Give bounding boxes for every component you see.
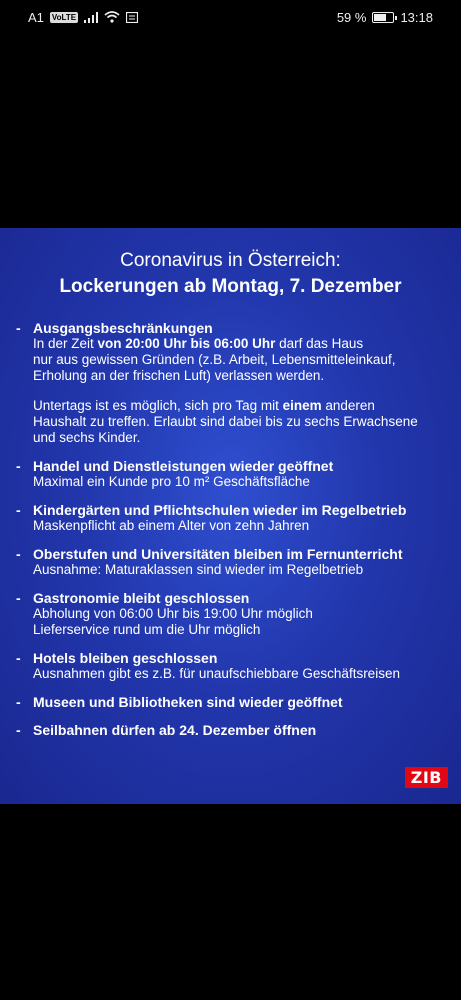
bullet-dash: -: [16, 458, 21, 474]
bullet-dash: -: [16, 650, 21, 666]
headline-top: Coronavirus in Österreich:: [120, 250, 341, 271]
news-panel: [0, 228, 461, 804]
battery-fill: [374, 14, 386, 21]
item-title: Oberstufen und Universitäten bleiben im Fernunterricht: [33, 546, 403, 562]
item-text: Ausnahmen gibt es z.B. für unaufschiebbare Geschäftsreisen: [33, 666, 400, 681]
headline-main: Lockerungen ab Montag, 7. Dezember: [59, 276, 402, 297]
item-text: In der Zeit von 20:00 Uhr bis 06:00 Uhr darf das Haus: [33, 336, 364, 351]
item-title: Seilbahnen dürfen ab 24. Dezember öffnen: [33, 722, 317, 738]
bullet-dash: -: [16, 320, 21, 336]
item-text: nur aus gewissen Gründen (z.B. Arbeit, Lebensmitteleinkauf,: [33, 352, 396, 367]
item-text: Abholung von 06:00 Uhr bis 19:00 Uhr möglich: [33, 606, 313, 621]
bullet-dash: -: [16, 722, 21, 738]
item-title: Kindergärten und Pflichtschulen wieder im Regelbetrieb: [33, 502, 407, 518]
clock: 13:18: [400, 9, 433, 25]
list-item: [16, 458, 449, 490]
list-item: [16, 722, 449, 738]
item-text: Erholung an der frischen Luft) verlassen werden.: [33, 368, 325, 383]
list-item: [16, 590, 449, 638]
bullet-dash: -: [16, 694, 21, 710]
item-text: Lieferservice rund um die Uhr möglich: [33, 622, 261, 637]
bullet-dash: -: [16, 546, 21, 562]
message-icon: [126, 12, 138, 23]
list-item: [16, 694, 449, 710]
item-title: Museen und Bibliotheken sind wieder geöffnet: [33, 694, 343, 710]
item-text: Haushalt zu treffen. Erlaubt sind dabei bis zu sechs Erwachsene: [33, 414, 418, 429]
item-title: Ausgangsbeschränkungen: [33, 320, 213, 336]
battery-percent: 59 %: [336, 9, 367, 25]
item-title: Handel und Dienstleistungen wieder geöffnet: [33, 458, 334, 474]
panel-header: [0, 228, 461, 298]
measures-list: [0, 320, 461, 738]
bullet-dash: -: [16, 590, 21, 606]
list-item: [16, 502, 449, 534]
item-title: Hotels bleiben geschlossen: [33, 650, 218, 666]
list-item: [16, 546, 449, 578]
bullet-dash: -: [16, 502, 21, 518]
battery-icon: [372, 12, 394, 23]
item-text: Maskenpflicht ab einem Alter von zehn Jahren: [33, 518, 310, 533]
item-title: Gastronomie bleibt geschlossen: [33, 590, 250, 606]
carrier-name: A1: [28, 9, 44, 25]
wifi-icon: [104, 11, 120, 23]
list-item: [16, 320, 449, 446]
item-text: Ausnahme: Maturaklassen sind wieder im Regelbetrieb: [33, 562, 364, 577]
item-text: Maximal ein Kunde pro 10 m² Geschäftsfläche: [33, 474, 310, 489]
status-right: [337, 10, 433, 25]
status-left: [28, 10, 138, 25]
item-text: Untertags ist es möglich, sich pro Tag mit einem anderen: [33, 398, 375, 413]
status-bar: [0, 0, 461, 34]
list-item: [16, 650, 449, 682]
zib-logo: ZIB: [405, 767, 448, 788]
signal-icon: [84, 12, 98, 23]
volte-badge: VoLTE: [51, 12, 77, 22]
item-text: und sechs Kinder.: [33, 430, 141, 445]
